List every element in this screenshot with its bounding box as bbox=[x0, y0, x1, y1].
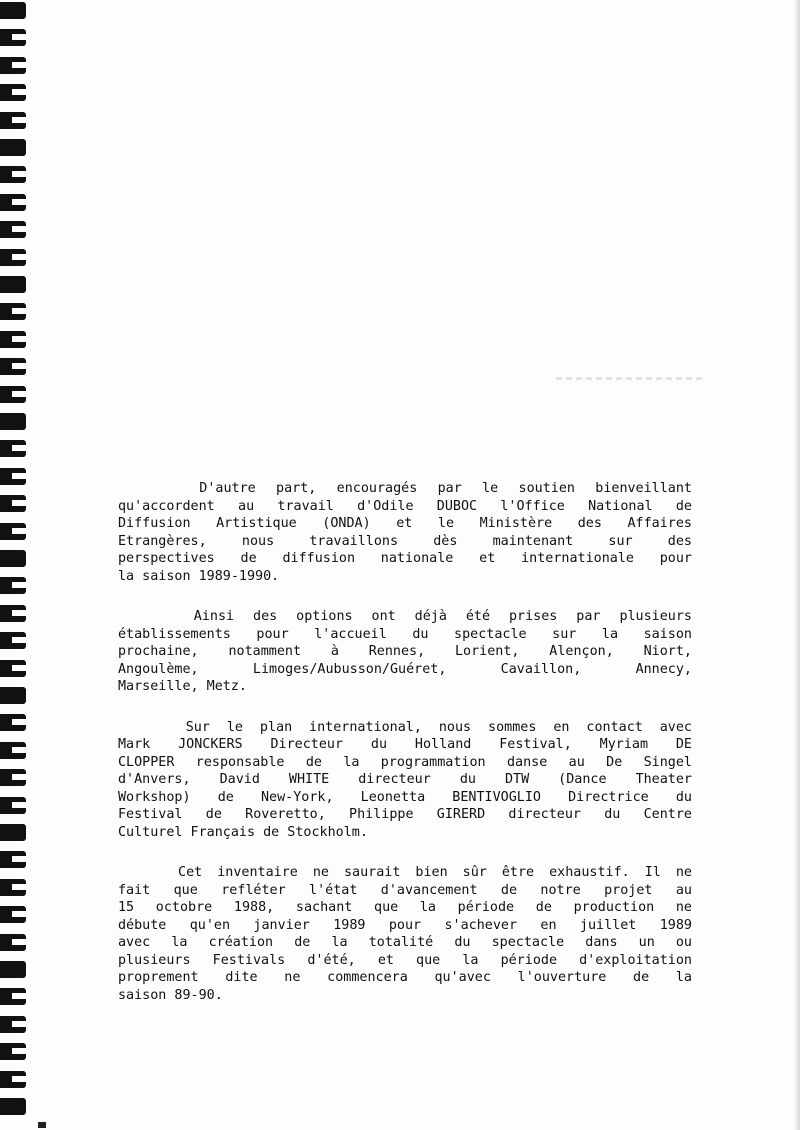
binding-ring bbox=[0, 769, 26, 786]
binding-ring bbox=[0, 84, 26, 101]
binding-ring bbox=[0, 413, 26, 430]
binding-ring bbox=[0, 29, 26, 46]
text-line: la saison 1989-1990. bbox=[118, 568, 280, 584]
text-line: Sur le plan international, nous sommes en contact avec bbox=[118, 719, 692, 735]
binding-ring bbox=[0, 934, 26, 951]
text-line: CLOPPER responsable de la programmation danse au De Singel bbox=[118, 754, 692, 770]
binding-ring bbox=[0, 550, 26, 567]
text-line: Etrangères, nous travaillons dès maintenant sur des bbox=[118, 533, 692, 549]
text-line: plusieurs Festivals d'été, et que la période d'exploitation bbox=[118, 952, 692, 968]
text-line: perspectives de diffusion nationale et internationale pour bbox=[118, 551, 692, 566]
text-line: Festival de Roveretto, Philippe GIRERD directeur du Centre bbox=[118, 807, 692, 822]
binding-ring bbox=[0, 440, 26, 457]
binding-ring bbox=[0, 166, 26, 183]
binding-ring bbox=[0, 605, 26, 622]
binding-ring bbox=[0, 797, 26, 814]
text-line: Ainsi des options ont déjà été prises par plusieurs bbox=[118, 609, 692, 624]
binding-ring bbox=[0, 824, 26, 841]
binding-ring bbox=[0, 742, 26, 759]
text-line: Angoulème, Limoges/Aubusson/Guéret, Cavaillon, Annecy, bbox=[118, 661, 692, 677]
text-line: prochaine, notamment à Rennes, Lorient, Alençon, Niort, bbox=[118, 644, 692, 659]
text-line: proprement dite ne commencera qu'avec l'ouverture de la bbox=[118, 970, 692, 985]
text-line: Diffusion Artistique (ONDA) et le Ministère des Affaires bbox=[118, 516, 692, 531]
text-line: fait que refléter l'état d'avancement de notre projet au bbox=[118, 882, 692, 898]
binding-ring bbox=[0, 961, 26, 978]
binding-mark bbox=[38, 1122, 46, 1128]
binding-ring bbox=[0, 660, 26, 677]
binding-ring bbox=[0, 1098, 26, 1115]
binding-ring bbox=[0, 331, 26, 348]
text-line: 15 octobre 1988, sachant que la période de production ne bbox=[118, 900, 692, 915]
page-edge-shadow bbox=[794, 0, 800, 1130]
binding-ring bbox=[0, 1043, 26, 1060]
text-line: Cet inventaire ne saurait bien sûr être exhaustif. Il ne bbox=[118, 865, 692, 880]
binding-ring bbox=[0, 879, 26, 896]
text-line: qu'accordent au travail d'Odile DUBOC l'Office National de bbox=[118, 498, 692, 514]
text-line: saison 89-90. bbox=[118, 987, 223, 1003]
binding-ring bbox=[0, 1016, 26, 1033]
binding-ring bbox=[0, 139, 26, 156]
binding-ring bbox=[0, 687, 26, 704]
text-line: Mark JONCKERS Directeur du Holland Festival, Myriam DE bbox=[118, 737, 692, 752]
binding-ring bbox=[0, 577, 26, 594]
binding-ring bbox=[0, 57, 26, 74]
binding-ring bbox=[0, 358, 26, 375]
binding-ring bbox=[0, 249, 26, 266]
binding-ring bbox=[0, 112, 26, 129]
binding-ring bbox=[0, 714, 26, 731]
binding-ring bbox=[0, 632, 26, 649]
binding-ring bbox=[0, 523, 26, 540]
text-line: établissements pour l'accueil du spectacle sur la saison bbox=[118, 626, 692, 642]
text-line: débute qu'en janvier 1989 pour s'achever en juillet 1989 bbox=[118, 917, 692, 933]
binding-ring bbox=[0, 194, 26, 211]
binding-ring bbox=[0, 276, 26, 293]
binding-ring bbox=[0, 303, 26, 320]
faint-bleed-through bbox=[556, 377, 706, 380]
binding-ring bbox=[0, 851, 26, 868]
binding-ring bbox=[0, 495, 26, 512]
binding-ring bbox=[0, 906, 26, 923]
paragraph-2 bbox=[118, 608, 692, 696]
binding-ring bbox=[0, 221, 26, 238]
binding-ring bbox=[0, 468, 26, 485]
paragraph-1 bbox=[118, 480, 692, 585]
body-text bbox=[118, 480, 692, 1027]
text-line: d'Anvers, David WHITE directeur du DTW (Dance Theater bbox=[118, 772, 692, 787]
binding-ring bbox=[0, 1071, 26, 1088]
text-line: Culturel Français de Stockholm. bbox=[118, 824, 368, 840]
text-line: D'autre part, encouragés par le soutien bienveillant bbox=[118, 481, 692, 496]
text-line: avec la création de la totalité du spectacle dans un ou bbox=[118, 935, 692, 950]
binding-ring bbox=[0, 988, 26, 1005]
spiral-binding bbox=[0, 0, 40, 1130]
paragraph-3 bbox=[118, 719, 692, 842]
binding-ring bbox=[0, 386, 26, 403]
paragraph-4 bbox=[118, 864, 692, 1004]
text-line: Workshop) de New-York, Leonetta BENTIVOGLIO Directrice du bbox=[118, 789, 692, 805]
text-line: Marseille, Metz. bbox=[118, 679, 247, 694]
binding-ring bbox=[0, 2, 26, 19]
